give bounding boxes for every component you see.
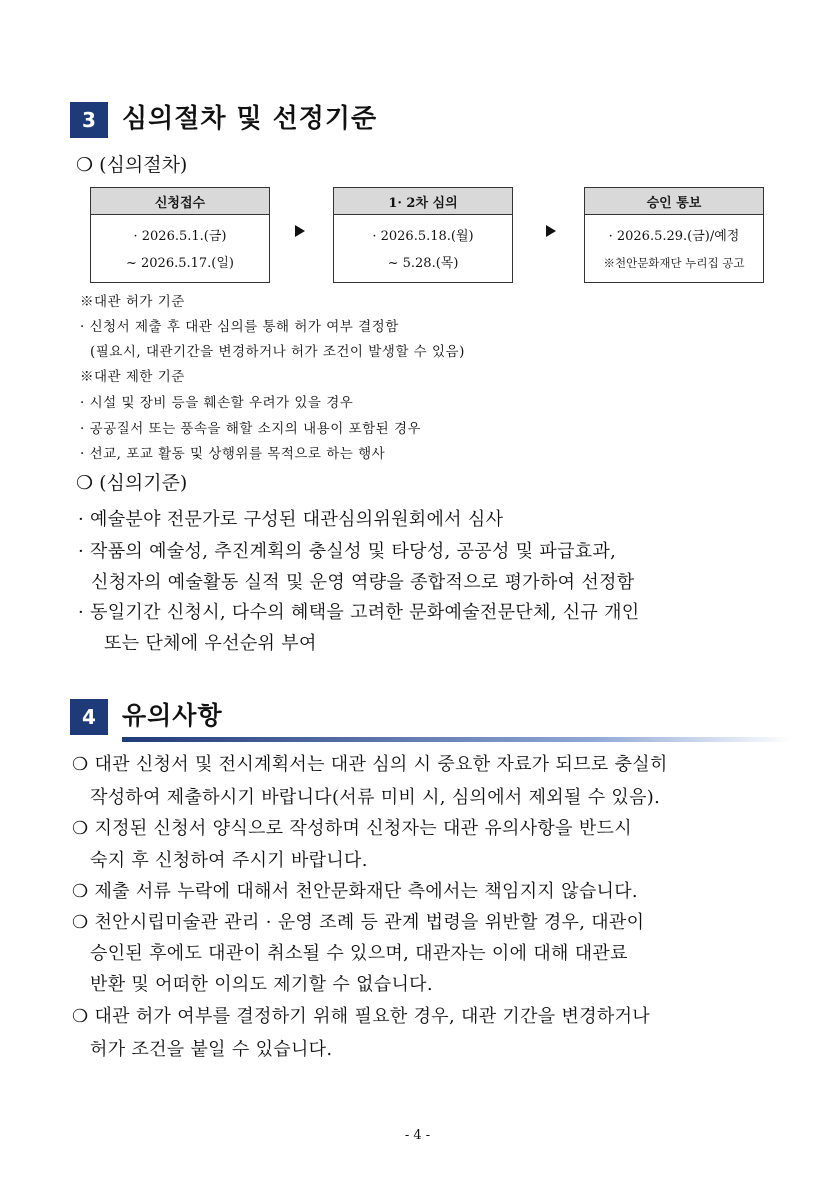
process-step-title: 신청접수 (91, 188, 269, 215)
note-line: · 신청서 제출 후 대관 심의를 통해 허가 여부 결정함 (80, 319, 399, 335)
circle-bullet-icon: ❍ (76, 472, 94, 494)
caution-item (72, 814, 632, 840)
criteria-line: · 예술분야 전문가로 구성된 대관심의위원회에서 심사 (78, 509, 504, 530)
caution-item-line: 반환 및 어떠한 이의도 제기할 수 없습니다. (90, 974, 433, 995)
caution-item-line: 작성하여 제출하시기 바랍니다(서류 미비 시, 심의에서 제외될 수 있음). (90, 787, 661, 808)
caution-item-line: 승인된 후에도 대관이 취소될 수 있으며, 대관자는 이에 대해 대관료 (90, 943, 628, 964)
arrow-right-icon (546, 225, 556, 237)
criteria-line: · 동일기간 신청시, 다수의 혜택을 고려한 문화예술전문단체, 신규 개인 (78, 602, 640, 623)
caution-item-line: 대관 허가 여부를 결정하기 위해 필요한 경우, 대관 기간을 변경하거나 (94, 1006, 650, 1027)
caution-item-line: 제출 서류 누락에 대해서 천안문화재단 측에서는 책임지지 않습니다. (94, 881, 638, 902)
circle-bullet-icon: ❍ (72, 912, 89, 933)
process-step-3 (584, 187, 764, 283)
criteria-line: 신청자의 예술활동 실적 및 운영 역량을 종합적으로 평가하여 선정함 (91, 572, 635, 593)
arrow-right-icon (295, 225, 305, 237)
procedure-heading-text: (심의절차) (99, 154, 188, 176)
section-title: 심의절차 및 선정기준 (122, 104, 378, 134)
procedure-heading (76, 150, 187, 177)
circle-bullet-icon: ❍ (76, 154, 94, 176)
note-line: · 선교, 포교 활동 및 상행위를 목적으로 하는 행사 (80, 446, 386, 462)
page-number: - 4 - (404, 1128, 431, 1143)
process-step-line: · 2026.5.1.(금) (133, 229, 227, 244)
note-line: · 공공질서 또는 풍속을 해할 소지의 내용이 포함된 경우 (80, 421, 422, 437)
caution-item-line: 허가 조건을 붙일 수 있습니다. (90, 1039, 333, 1060)
caution-item-line: 지정된 신청서 양식으로 작성하며 신청자는 대관 유의사항을 반드시 (94, 818, 632, 839)
caution-item-line: 숙지 후 신청하여 주시기 바랍니다. (90, 850, 368, 871)
criteria-heading-text: (심의기준) (99, 472, 188, 494)
process-step-line: ※천안문화재단 누리집 공고 (603, 256, 745, 270)
process-step-title: 1· 2차 심의 (334, 188, 512, 215)
process-step-line: · 2026.5.18.(월) (372, 229, 474, 244)
caution-item-line: 대관 신청서 및 전시계획서는 대관 심의 시 중요한 자료가 되므로 충실히 (94, 754, 668, 775)
process-step-line: · 2026.5.29.(금)/예정 (608, 229, 740, 244)
note-line: ※대관 허가 기준 (80, 294, 185, 310)
caution-item (72, 750, 668, 776)
circle-bullet-icon: ❍ (72, 818, 89, 839)
section-number: 4 (70, 699, 108, 735)
process-step-title: 승인 통보 (585, 188, 763, 215)
note-line: ※대관 제한 기준 (80, 369, 185, 385)
note-line: · 시설 및 장비 등을 훼손할 우려가 있을 경우 (80, 395, 354, 411)
process-step-line: ~ 5.28.(목) (387, 256, 459, 271)
caution-item-line: 천안시립미술관 관리 · 운영 조례 등 관계 법령을 위반할 경우, 대관이 (94, 912, 645, 933)
caution-item (72, 877, 638, 903)
criteria-heading (76, 468, 187, 495)
section-number: 3 (70, 102, 108, 138)
circle-bullet-icon: ❍ (72, 1006, 89, 1027)
section-title-underline (122, 737, 792, 742)
section-3-header (70, 100, 750, 140)
criteria-line: · 작품의 예술성, 추진계획의 충실성 및 타당성, 공공성 및 파급효과, (78, 541, 617, 562)
criteria-line: 또는 단체에 우선순위 부여 (104, 633, 317, 654)
circle-bullet-icon: ❍ (72, 881, 89, 902)
caution-item (72, 908, 644, 934)
circle-bullet-icon: ❍ (72, 754, 89, 775)
process-step-2 (333, 187, 513, 283)
note-line: (필요시, 대관기간을 변경하거나 허가 조건이 발생할 수 있음) (90, 344, 465, 360)
section-title: 유의사항 (122, 701, 223, 730)
section-4-header (70, 697, 750, 737)
caution-item (72, 1002, 650, 1028)
process-step-1 (90, 187, 270, 283)
process-step-line: ~ 2026.5.17.(일) (125, 256, 235, 271)
